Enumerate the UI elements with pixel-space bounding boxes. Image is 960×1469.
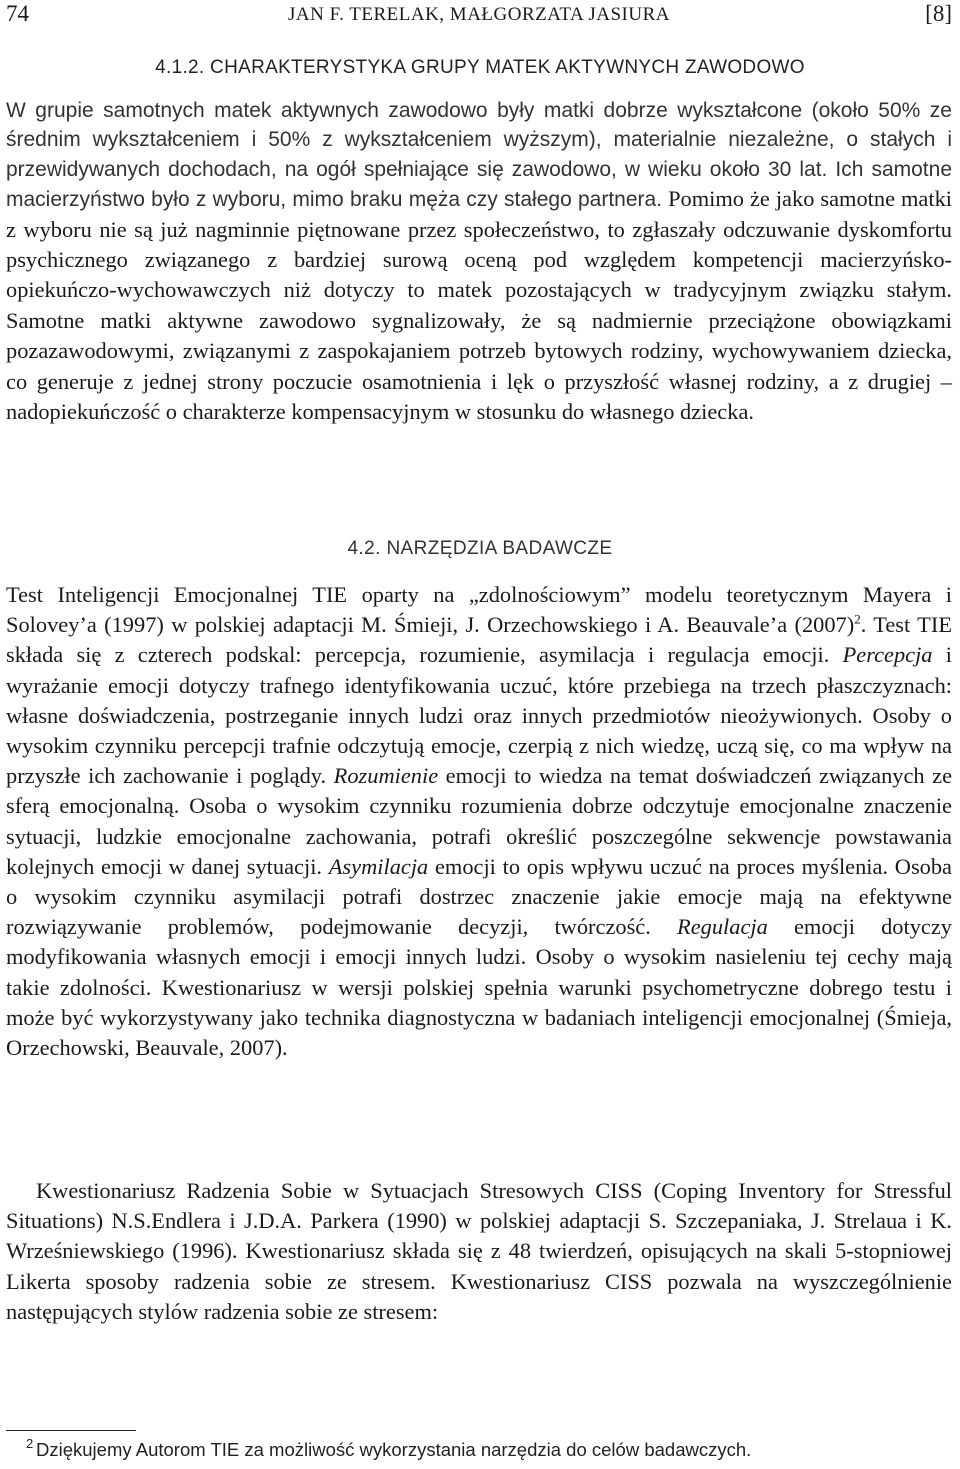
paragraph-ciss bbox=[6, 1176, 952, 1327]
text-run: Test Inteligencji Emocjonalnej TIE oparty na „zdolnościowym” modelu teoretycznym Mayera i Solovey’a (1997) w polskiej adaptacji M. Śmieji, J. Orzechowskiego i A. Beauvale’a (2007) bbox=[6, 582, 952, 638]
footnote-text: Dziękujemy Autorom TIE za możliwość wykorzystania narzędzia do celów badawczych. bbox=[36, 1439, 752, 1460]
paragraph-text-serif: Pomimo że jako samotne matki z wyboru nie są już nagminnie piętnowane przez społeczeństwo, to zgłaszały odczuwanie dyskomfortu psychicznego związanego z bardziej surową oceną pod względem kompetencji macierzyńsko-opiekuńczo-wychowawczych niż dotyczy to matek pozostających w tradycyjnym związku stałym. bbox=[6, 186, 953, 303]
paragraph-tie-test bbox=[6, 580, 952, 1063]
term-percepcja: Percepcja bbox=[842, 642, 933, 668]
term-rozumienie: Rozumienie bbox=[333, 763, 439, 789]
footnote-reference[interactable]: 2 bbox=[854, 611, 861, 627]
text-run: emocji to wiedza na temat doświadczeń związanych ze sferą emocjonalną. Osoba o wysokim czynniku rozumienia dobrze odczytuje emocjonalne znaczenie sytuacji, ludzkie emocjonalne zachowania, potrafi określić poszczególne sekwencje powstawania kolejnych emocji w danej sytuacji. bbox=[6, 763, 953, 879]
page-number: 74 bbox=[6, 1, 29, 26]
footnote bbox=[26, 1436, 952, 1462]
footnote-marker: 2 bbox=[26, 1436, 34, 1451]
section-heading: 4.2. NARZĘDZIA BADAWCZE bbox=[347, 538, 613, 559]
paragraph-text-serif-2: Samotne matki aktywne zawodowo sygnalizowały, że są nadmiernie przeciążone obowiązkami pozazawodowymi, związanymi z zaspokajaniem potrzeb bytowych rodziny, wychowywaniem dziecka, co generuje z jednej strony poczucie osamotnienia i lęk o przyszłość własnej rodziny, a z drugiej – nadopiekuńczość o charakterze kompensacyjnym w stosunku do własnego dziecka. bbox=[6, 307, 952, 425]
subsection-heading: 4.1.2. CHARAKTERYSTYKA GRUPY MATEK AKTYWNYCH ZAWODOWO bbox=[155, 57, 805, 78]
running-title: JAN F. TERELAK, MAŁGORZATA JASIURA bbox=[287, 4, 671, 25]
text-run: emocji dotyczy modyfikowania własnych emocji i emocji innych ludzi. Osoby o wysokim nasieleniu tej cechy mają takie zdolności. Kwestionariusz w wersji polskiej spełnia warunki psychometryczne dobrego testu i może być wykorzystywany jako technika diagnostyczna w badaniach inteligencji emocjonalnej (Śmieja, Orzechowski, Beauvale, 2007). bbox=[6, 914, 952, 1061]
text-run: . Test TIE składa się z czterech podskal: percepcja, rozumienie, asymilacja i regulacja emocji. bbox=[6, 612, 952, 668]
running-head bbox=[6, 0, 952, 30]
chapter-number: [8] bbox=[925, 1, 952, 26]
footnote-divider bbox=[6, 1430, 136, 1431]
term-regulacja: Regulacja bbox=[677, 914, 768, 940]
paragraph-active-mothers bbox=[6, 96, 952, 427]
text-run: emocji to opis wpływu uczuć na proces myślenia. Osoba o wysokim czynniku asymilacji potrafi dostrzec znaczenie jakie emocje mają na efektywne rozwiązywanie problemów, podejmowanie decyzji, twórczość. bbox=[6, 853, 952, 940]
paragraph-text: Kwestionariusz Radzenia Sobie w Sytuacjach Stresowych CISS (Coping Inventory for Stressful Situations) N.S.Endlera i J.D.A. Parkera (1990) w polskiej adaptacji S. Szczepaniaka, J. Strelaua i K. Wrześniewskiego (1996). Kwestionariusz składa się z 48 twierdzeń, opisujących na skali 5-stopniowej Likerta sposoby radzenia sobie ze stresem. Kwestionariusz CISS pozwala na wyszczególnienie następujących stylów radzenia sobie ze stresem: bbox=[6, 1178, 952, 1324]
paragraph-text-sans: W grupie samotnych matek aktywnych zawodowo były matki dobrze wykształcone (około 50% ze średnim wykształceniem i 50% z wykształceniem wyższym), materialnie niezależne, o stałych i przewidywanych dochodach, na ogół spełniające się zawodowo, w wieku około 30 lat. Ich samotne macierzyństwo było z wyboru, mimo braku męża czy stałego partnera. bbox=[6, 99, 952, 212]
text-run: i wyrażanie emocji dotyczy trafnego identyfikowania uczuć, które przebiega na trzech płaszczyznach: własne doświadczenia, postrzeganie innych ludzi oraz innych przedmiotów nieożywionych. Osoby o wysokim czynniku percepcji trafnie odczytują emocje, czerpią z nich wiedzę, uczą się, co ma wpływ na przyszłe ich zachowanie i poglądy. bbox=[6, 642, 953, 789]
term-asymilacja: Asymilacja bbox=[328, 853, 429, 879]
